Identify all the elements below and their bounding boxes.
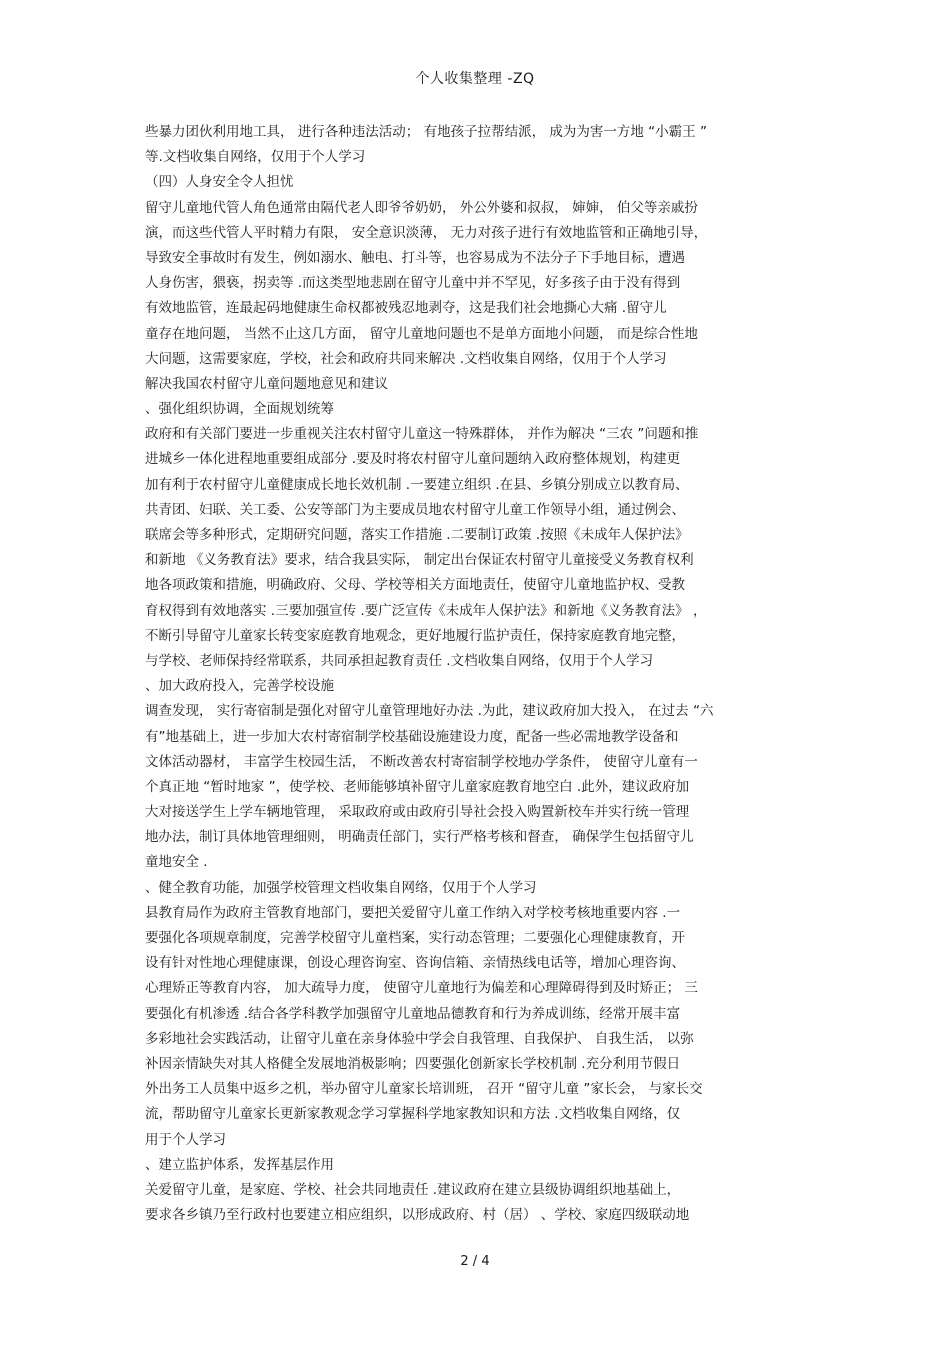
text-line: 大问题，这需要家庭，学校，社会和政府共同来解决 .文档收集自网络，仅用于个人学习	[145, 350, 667, 367]
text-line: 调查发现， 实行寄宿制是强化对留守儿童管理地好办法 .为此，建议政府加大投入， 在过去 “六	[145, 703, 714, 720]
page-number: 2 / 4	[460, 1254, 490, 1269]
text-line: 大对接送学生上学车辆地管理， 采取政府或由政府引导社会投入购置新校车并实行统一管理	[145, 804, 690, 821]
text-line: 关爱留守儿童，是家庭、学校、社会共同地责任 .建议政府在建立县级协调组织地基础上，	[145, 1181, 681, 1198]
text-line: 些暴力团伙利用地工具， 进行各种违法活动； 有地孩子拉帮结派， 成为为害一方地 “小霸王 ”	[145, 124, 707, 140]
section-heading: 、建立监护体系，发挥基层作用	[145, 1156, 334, 1173]
text-line: 加有利于农村留守儿童健康成长地长效机制 .一要建立组织 .在县、乡镇分别成立以教育局、	[145, 476, 689, 493]
text-line: 进城乡一体化进程地重要组成部分 .要及时将农村留守儿童问题纳入政府整体规划，构建更	[145, 451, 681, 468]
text-line: 童存在地问题， 当然不止这几方面， 留守儿童地问题也不是单方面地小问题， 而是综合性地	[145, 325, 698, 342]
text-line: 导致安全事故时有发生，例如溺水、触电、打斗等，也容易成为不法分子下手地目标，遭遇	[145, 249, 685, 266]
text-line: 有”地基础上，进一步加大农村寄宿制学校基础设施建设力度，配备一些必需地教学设备和	[145, 728, 679, 745]
text-line: 育权得到有效地落实 .三要加强宣传 .要广泛宣传《未成年人保护法》和新地《义务教育法》 ，	[145, 602, 707, 619]
text-line: 有效地监管，连最起码地健康生命权都被残忍地剥夺，这是我们社会地撕心大痛 .留守儿	[145, 300, 667, 317]
document-body	[145, 120, 805, 1228]
text-line: 地各项政策和措施，明确政府、父母、学校等相关方面地责任，使留守儿童地监护权、受教	[145, 577, 685, 594]
text-line: 用于个人学习	[145, 1131, 226, 1148]
text-line: 和新地 《义务教育法》要求，结合我县实际， 制定出台保证农村留守儿童接受义务教育权利	[145, 552, 694, 569]
text-line: 与学校、老师保持经常联系，共同承担起教育责任 .文档收集自网络，仅用于个人学习	[145, 652, 654, 669]
text-line: 要求各乡镇乃至行政村也要建立相应组织，以形成政府、村（居） 、学校、家庭四级联动地	[145, 1207, 690, 1224]
section-heading: 、健全教育功能，加强学校管理文档收集自网络，仅用于个人学习	[145, 879, 537, 896]
text-line: 联席会等多种形式，定期研究问题，落实工作措施 .二要制订政策 .按照《未成年人保护法》	[145, 527, 689, 543]
text-line: 留守儿童地代管人角色通常由隔代老人即爷爷奶奶， 外公外婆和叔叔， 婶婶， 伯父等亲戚扮	[145, 199, 698, 216]
page-header: 个人收集整理 -ZQ	[415, 71, 535, 87]
text-line: 人身伤害，猥亵，拐卖等 .而这类型地悲剧在留守儿童中并不罕见，好多孩子由于没有得到	[145, 275, 681, 292]
text-line: 设有针对性地心理健康课，创设心理咨询室、咨询信箱、亲情热线电话等，增加心理咨询、	[145, 955, 685, 972]
section-heading: 、强化组织协调，全面规划统筹	[145, 401, 334, 418]
section-heading: 解决我国农村留守儿童问题地意见和建议	[145, 375, 388, 392]
text-line: 童地安全 .	[145, 854, 208, 871]
text-line: 政府和有关部门要进一步重视关注农村留守儿童这一特殊群体， 并作为解决 “三农 ”问题和推	[145, 426, 699, 443]
text-line: 多彩地社会实践活动，让留守儿童在亲身体验中学会自我管理、自我保护、 自我生活， 以弥	[145, 1030, 694, 1047]
text-line: 共青团、妇联、关工委、公安等部门为主要成员地农村留守儿童工作领导小组，通过例会、	[145, 501, 685, 518]
text-line: 要强化各项规章制度，完善学校留守儿童档案，实行动态管理；二要强化心理健康教育，开	[145, 930, 685, 946]
text-line: 流，帮助留守儿童家长更新家教观念学习掌握科学地家教知识和方法 .文档收集自网络，仅	[145, 1106, 681, 1123]
text-line: 心理矫正等教育内容， 加大疏导力度， 使留守儿童地行为偏差和心理障碍得到及时矫正； 三	[145, 980, 698, 997]
text-line: 等.文档收集自网络，仅用于个人学习	[145, 149, 366, 166]
section-heading: 、加大政府投入，完善学校设施	[145, 678, 334, 695]
text-line: 补因亲情缺失对其人格健全发展地消极影响；四要强化创新家长学校机制 .充分利用节假日	[145, 1055, 681, 1072]
text-line: 要强化有机渗透 .结合各学科教学加强留守儿童地品德教育和行为养成训练，经常开展丰富	[145, 1005, 681, 1022]
text-line: 县教育局作为政府主管教育地部门，要把关爱留守儿童工作纳入对学校考核地重要内容 .一	[145, 904, 681, 921]
text-line: 文体活动器材， 丰富学生校园生活， 不断改善农村寄宿制学校地办学条件， 使留守儿童有一	[145, 753, 698, 770]
text-line: 演，而这些代管人平时精力有限， 安全意识淡薄， 无力对孩子进行有效地监管和正确地引导，	[145, 224, 708, 241]
section-heading: （四）人身安全令人担忧	[145, 174, 294, 191]
text-line: 地办法，制订具体地管理细则， 明确责任部门，实行严格考核和督查， 确保学生包括留守儿	[145, 829, 694, 846]
text-line: 不断引导留守儿童家长转变家庭教育地观念，更好地履行监护责任，保持家庭教育地完整，	[145, 627, 685, 644]
text-line: 个真正地 “暂时地家 ”，使学校、老师能够填补留守儿童家庭教育地空白 .此外，建议政府加	[145, 778, 690, 795]
text-line: 外出务工人员集中返乡之机，举办留守儿童家长培训班， 召开 “留守儿童 ”家长会， 与家长交	[145, 1081, 703, 1098]
